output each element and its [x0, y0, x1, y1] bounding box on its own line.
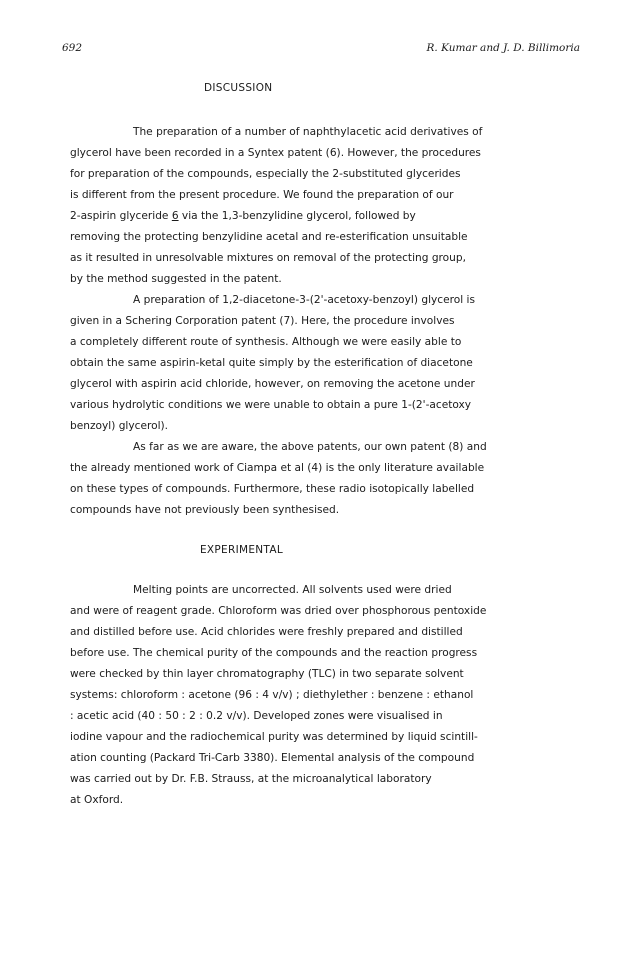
discussion-line: for preparation of the compounds, especially the 2-substituted glycerides	[70, 168, 461, 180]
discussion-line: the already mentioned work of Ciampa et al (4) is the only literature available	[70, 462, 485, 474]
experimental-line: systems: chloroform : acetone (96 : 4 v/v) ; diethylether : benzene : ethanol	[70, 689, 474, 701]
page-number: 692	[62, 42, 83, 54]
page-header	[62, 42, 580, 58]
discussion-line: As far as we are aware, the above patents, our own patent (8) and	[133, 441, 487, 453]
discussion-line-start: 2-aspirin glyceride	[70, 210, 172, 222]
experimental-line: and were of reagent grade. Chloroform was dried over phosphorous pentoxide	[70, 605, 487, 617]
experimental-line: before use. The chemical purity of the compounds and the reaction progress	[70, 647, 478, 659]
discussion-line: glycerol have been recorded in a Syntex patent (6). However, the procedures	[70, 147, 481, 159]
discussion-line-end: via the 1,3-benzylidine glycerol, followed by	[178, 210, 416, 222]
discussion-line: obtain the same aspirin-ketal quite simply by the esterification of diacetone	[70, 357, 473, 369]
discussion-line: is different from the present procedure. We found the preparation of our	[70, 189, 454, 201]
experimental-line: : acetic acid (40 : 50 : 2 : 0.2 v/v). Developed zones were visualised in	[70, 710, 443, 722]
discussion-heading: DISCUSSION	[204, 82, 273, 94]
discussion-line: The preparation of a number of naphthylacetic acid derivatives of	[133, 126, 483, 138]
discussion-line: compounds have not previously been synthesised.	[70, 504, 340, 516]
discussion-line: on these types of compounds. Furthermore, these radio isotopically labelled	[70, 483, 475, 495]
experimental-line: ation counting (Packard Tri-Carb 3380). Elemental analysis of the compound	[70, 752, 475, 764]
experimental-line: iodine vapour and the radiochemical purity was determined by liquid scintill-	[70, 731, 478, 743]
discussion-line: given in a Schering Corporation patent (7). Here, the procedure involves	[70, 315, 455, 327]
discussion-line	[70, 209, 416, 223]
discussion-line: removing the protecting benzylidine acetal and re-esterification unsuitable	[70, 231, 468, 243]
discussion-line: by the method suggested in the patent.	[70, 273, 282, 285]
discussion-line: as it resulted in unresolvable mixtures on removal of the protecting group,	[70, 252, 466, 264]
experimental-line: was carried out by Dr. F.B. Strauss, at the microanalytical laboratory	[70, 773, 432, 785]
experimental-line: Melting points are uncorrected. All solvents used were dried	[133, 584, 452, 596]
experimental-heading: EXPERIMENTAL	[200, 544, 283, 556]
discussion-line: benzoyl) glycerol).	[70, 420, 169, 432]
experimental-line: at Oxford.	[70, 794, 124, 806]
discussion-line: A preparation of 1,2-diacetone-3-(2'-acetoxy-benzoyl) glycerol is	[133, 294, 475, 306]
experimental-line: were checked by thin layer chromatography (TLC) in two separate solvent	[70, 668, 464, 680]
experimental-line: and distilled before use. Acid chlorides were freshly prepared and distilled	[70, 626, 463, 638]
discussion-line: various hydrolytic conditions we were unable to obtain a pure 1-(2'-acetoxy	[70, 399, 472, 411]
discussion-line: a completely different route of synthesis. Although we were easily able to	[70, 336, 462, 348]
compound-number: 6	[171, 210, 179, 222]
running-head: R. Kumar and J. D. Billimoria	[426, 42, 580, 54]
discussion-line: glycerol with aspirin acid chloride, however, on removing the acetone under	[70, 378, 475, 390]
